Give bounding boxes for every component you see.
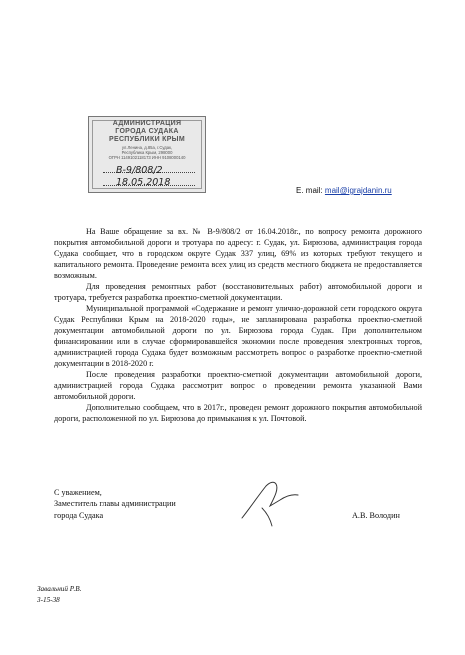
signatory-position: Заместитель главы администрации [54,499,176,508]
handwritten-signature [236,478,306,530]
paragraph-5: Дополнительно сообщаем, что в 2017г., проведен ремонт дорожного покрытия автомобильной дороги, расположенной по ул. Бирюзова до примыкания к ул. Почтовой. [54,403,422,423]
stamp-title-line-1: АДМИНИСТРАЦИЯ [112,120,182,127]
registration-stamp [88,116,206,193]
handwritten-date: 18.05.2018 [116,177,171,188]
stamp-title-line-2: ГОРОДА СУДАКА [115,128,179,135]
closing-greeting: С уважением, [54,488,102,497]
signatory-name: А.В. Володин [352,511,400,520]
paragraph-3: Муниципальной программой «Содержание и ремонт улично-дорожной сети городского округа Судак Республики Крым на 2018-2020 годы», не запланирована разработка проектно-сметной документации автомобильной дороги по ул. Бирюзова города Судак. При дополнительном финансировании или в случае сформировавшейся экономии после проведения электронных торгов, администрацией города Судака будет возможным рассмотреть вопрос о разработке проектно-сметной документации в 2018-2020 г. [54,304,422,368]
stamp-address: ул.Ленина, д.85а, г.Судак, [121,145,173,150]
executor-phone: 3-15-38 [37,596,60,604]
stamp-title-line-3: РЕСПУБЛИКИ КРЫМ [109,136,185,143]
paragraph-4: После проведения разработки проектно-сметной документации автомобильной дороги, администрацией города Судака рассмотрит вопрос о проведении ремонта указанной Вами автомобильной дороги. [54,370,422,401]
email-line [296,186,392,195]
handwritten-number: В-9/808/2 [116,165,163,176]
stamp-region: Республика Крым, 298000 [121,150,173,155]
executor-name: Завальний Р.В. [37,585,82,593]
signatory-organization: города Судака [54,511,104,520]
paragraph-2: Для проведения ремонтных работ (восстановительных работ) автомобильной дороги и тротуара, требуется разработка проектно-сметной документации. [54,282,422,302]
paragraph-1: На Ваше обращение за вх. № В-9/808/2 от 16.04.2018г., по вопросу ремонта дорожного покрытия автомобильной дороги и тротуара по адресу: г. Судак, ул. Бирюзова, администрация города Судака сообщает, что в городском округе Судак 337 улиц, 69% из которых требуют текущего и капитального ремонта. Проведение ремонта всех улиц из средств местного бюджета не предоставляется возможным. [54,227,422,280]
email-link[interactable]: mail@igrajdanin.ru [324,186,392,195]
stamp-ogrn: ОГРН 1149102118173 ИНН 9108000140 [108,155,186,160]
email-label: E. mail: [296,186,325,195]
letter-body [54,226,422,424]
